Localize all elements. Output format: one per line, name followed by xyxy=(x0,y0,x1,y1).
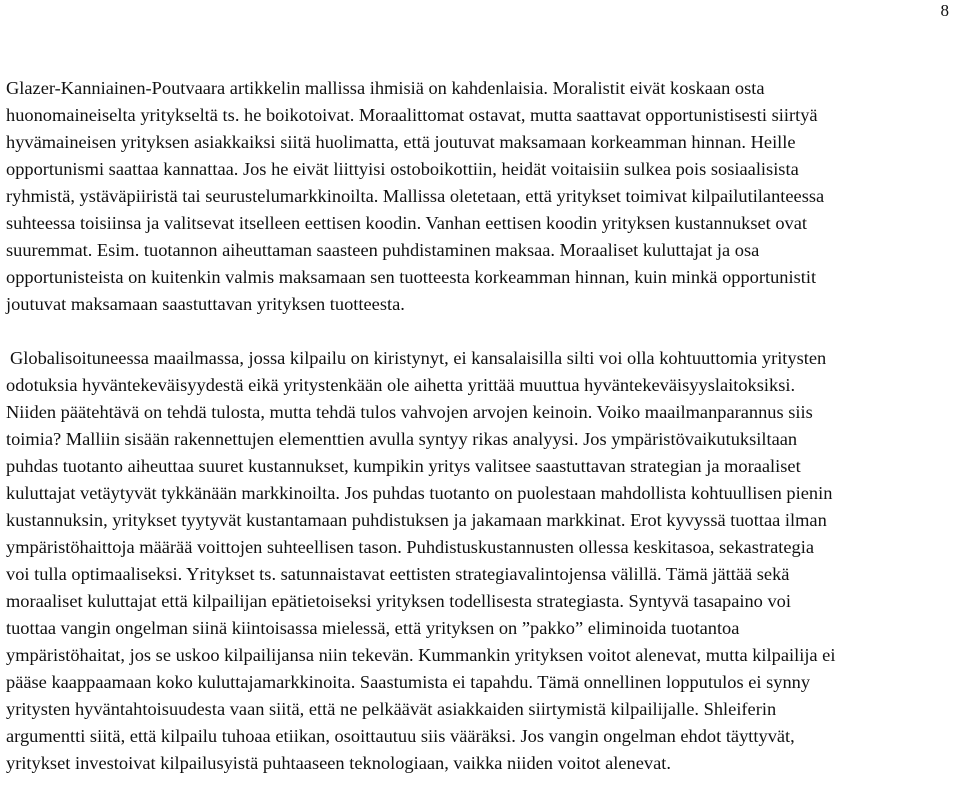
text-line: opportunismi saattaa kannattaa. Jos he eivät liittyisi ostoboikottiin, heidät voitaisiin sulkea pois sosiaalisista xyxy=(6,159,799,179)
text-line: opportunisteista on kuitenkin valmis maksamaan sen tuotteesta korkeamman hinnan, kuin minkä opportunistit xyxy=(6,267,817,287)
text-line: pääse kaappaamaan koko kuluttajamarkkinoita. Saastumista ei tapahdu. Tämä onnellinen lopputulos ei synny xyxy=(6,672,811,692)
text-line: ryhmistä, ystäväpiiristä tai seurustelumarkkinoilta. Mallissa oletetaan, että yritykset toimivat kilpailutilanteessa xyxy=(6,186,825,206)
text-line: yritysten hyväntahtoisuudesta vaan siitä, että ne pelkäävät asiakkaiden siirtymistä kilpailijalle. Shleiferin xyxy=(6,699,777,719)
text-line: ympäristöhaitat, jos se uskoo kilpailijansa niin tekevän. Kummankin yrityksen voitot alenevat, mutta kilpailija ei xyxy=(6,645,836,665)
text-line: Glazer-Kanniainen-Poutvaara artikkelin mallissa ihmisiä on kahdenlaisia. Moralistit eivät koskaan osta xyxy=(6,78,765,98)
text-line: hyvämaineisen yrityksen asiakkaiksi siitä huolimatta, että joutuvat maksamaan korkeamman hinnan. Heille xyxy=(6,132,796,152)
text-line: odotuksia hyväntekeväisyydestä eikä yritystenkään ole aihetta yrittää muuttua hyväntekeväisyyslaitoksiksi. xyxy=(6,375,796,395)
text-line: kuluttajat vetäytyvät tykkänään markkinoilta. Jos puhdas tuotanto on puolestaan mahdollista kohtuullisen pienin xyxy=(6,483,833,503)
text-line: toimia? Malliin sisään rakennettujen elementtien avulla syntyy rikas analyysi. Jos ympäristövaikutuksiltaan xyxy=(6,429,798,449)
page-number: 8 xyxy=(940,1,949,20)
text-line: suhteessa toisiinsa ja valitsevat itselleen eettisen koodin. Vanhan eettisen koodin yrityksen kustannukset ovat xyxy=(6,213,808,233)
text-line: argumentti siitä, että kilpailu tuhoaa etiikan, osoittautuu siis vääräksi. Jos vangin ongelman ehdot täyttyvät, xyxy=(6,726,795,746)
text-line: Niiden päätehtävä on tehdä tulosta, mutta tehdä tulos vahvojen arvojen keinoin. Voiko maailmanparannus siis xyxy=(6,402,813,422)
text-line: voi tulla optimaaliseksi. Yritykset ts. satunnaistavat eettisten strategiavalintojensa välillä. Tämä jättää sekä xyxy=(6,564,790,584)
text-line: suuremmat. Esim. tuotannon aiheuttaman saasteen puhdistaminen maksaa. Moraaliset kuluttajat ja osa xyxy=(6,240,760,260)
text-line: puhdas tuotanto aiheuttaa suuret kustannukset, kumpikin yritys valitsee saastuttavan strategian ja moraaliset xyxy=(6,456,801,476)
text-line: joutuvat maksamaan saastuttavan yrityksen tuotteesta. xyxy=(6,294,405,314)
text-line: yritykset investoivat kilpailusyistä puhtaaseen teknologiaan, vaikka niiden voitot alenevat. xyxy=(6,753,671,773)
text-line: kustannuksin, yritykset tyytyvät kustantamaan puhdistuksen ja jakamaan markkinat. Erot kyvyssä tuottaa ilman xyxy=(6,510,827,530)
text-line: Globalisoituneessa maailmassa, jossa kilpailu on kiristynyt, ei kansalaisilla silti voi olla kohtuuttomia yritysten xyxy=(10,348,827,368)
text-line: tuottaa vangin ongelman siinä kiintoisassa mielessä, että yrityksen on ”pakko” eliminoida tuotantoa xyxy=(6,618,740,638)
text-line: moraaliset kuluttajat että kilpailijan epätietoiseksi yrityksen todellisesta strategiasta. Syntyvä tasapaino voi xyxy=(6,591,791,611)
text-line: huonomaineiselta yritykseltä ts. he boikotoivat. Moraalittomat ostavat, mutta saattavat opportunistisesti siirtyä xyxy=(6,105,818,125)
text-line: ympäristöhaittoja määrää voittojen suhteellisen tason. Puhdistuskustannusten ollessa keskitasoa, sekastrategia xyxy=(6,537,814,557)
